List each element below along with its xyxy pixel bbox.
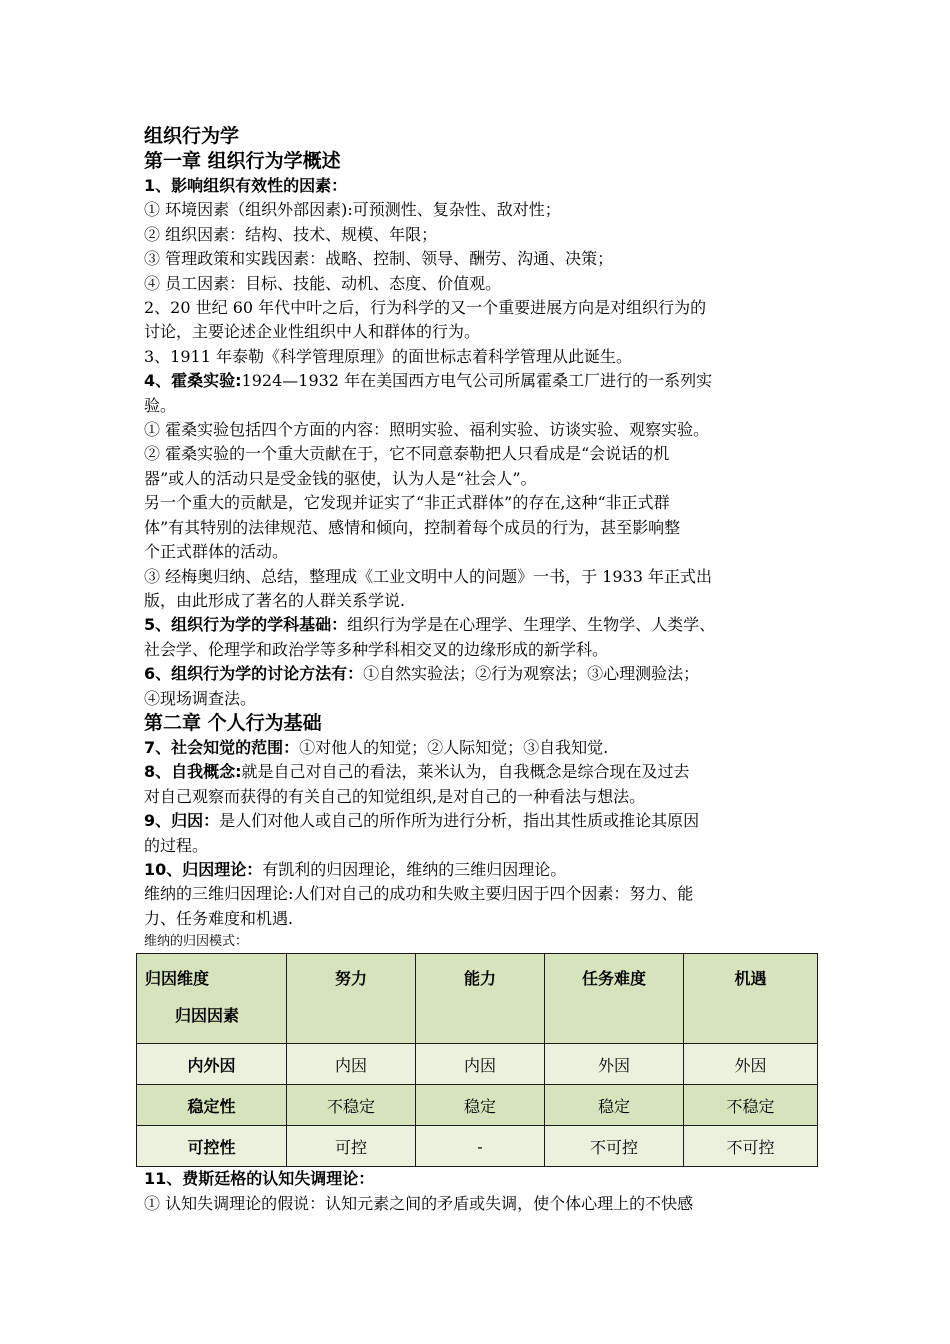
line-text: 社会学、伦理学和政治学等多种学科相交叉的边缘形成的新学科。 bbox=[144, 639, 609, 659]
line-text: ④ 员工因素：目标、技能、动机、态度、价值观。 bbox=[144, 273, 502, 293]
line-text: 器”或人的活动只是受金钱的驱使，认为人是“社会人”。 bbox=[144, 468, 537, 488]
text-line bbox=[144, 687, 818, 711]
attribution-table bbox=[136, 953, 818, 1167]
text-line bbox=[144, 247, 818, 271]
text-line bbox=[144, 442, 818, 466]
text-line bbox=[144, 467, 818, 491]
column-header: 努力 bbox=[287, 954, 416, 1044]
bold-term: 8、自我概念: bbox=[144, 762, 242, 782]
table-row bbox=[137, 1126, 818, 1167]
text-line bbox=[144, 223, 818, 247]
table-cell: 外因 bbox=[684, 1044, 818, 1085]
column-header: 机遇 bbox=[684, 954, 818, 1044]
bold-term: 10、归因理论： bbox=[144, 859, 263, 879]
bold-term: 4、霍桑实验: bbox=[144, 371, 242, 391]
text-line bbox=[144, 345, 818, 369]
text-line bbox=[144, 418, 818, 442]
line-text: ① 霍桑实验包括四个方面的内容：照明实验、福利实验、访谈实验、观察实验。 bbox=[144, 420, 710, 440]
line-text: ③ 管理政策和实践因素：战略、控制、领导、酬劳、沟通、决策； bbox=[144, 249, 614, 269]
table-cell: 内因 bbox=[416, 1044, 545, 1085]
line-text: 讨论，主要论述企业性组织中人和群体的行为。 bbox=[144, 322, 481, 342]
row-header: 稳定性 bbox=[137, 1085, 287, 1126]
line-text: 对自己观察而获得的有关自己的知觉组织,是对自己的一种看法与想法。 bbox=[144, 786, 646, 806]
text-line bbox=[144, 858, 818, 882]
line-text: 体”有其特别的法律规范、感情和倾向，控制着每个成员的行为，甚至影响整 bbox=[144, 517, 681, 537]
line-text: 的过程。 bbox=[144, 835, 209, 855]
text-line bbox=[144, 491, 818, 515]
text-line bbox=[144, 369, 818, 393]
row-header: 内外因 bbox=[137, 1044, 287, 1085]
line-text: 有凯利的归因理论，维纳的三维归因理论。 bbox=[262, 859, 567, 879]
text-line bbox=[144, 638, 818, 662]
text-line bbox=[144, 394, 818, 418]
table-row bbox=[137, 1085, 818, 1126]
table-cell: - bbox=[416, 1126, 545, 1167]
text-line bbox=[144, 198, 818, 222]
line-text: ④现场调查法。 bbox=[144, 688, 257, 708]
text-line bbox=[144, 272, 818, 296]
line-text: 另一个重大的贡献是，它发现并证实了“非正式群体”的存在,这种“非正式群 bbox=[144, 493, 670, 513]
text-line bbox=[144, 540, 818, 564]
text-line bbox=[144, 785, 818, 809]
chapter-1-heading: 第一章 组织行为学概述 bbox=[144, 150, 341, 172]
bold-term: 6、组织行为学的讨论方法有： bbox=[144, 664, 364, 684]
corner-bottom-label: 归因因素 bbox=[175, 1006, 240, 1026]
line-text: ③ 经梅奥归纳、总结，整理成《工业文明中人的问题》一书，于 1933 年正式出 bbox=[144, 566, 712, 586]
text-line bbox=[144, 613, 818, 637]
line-text: ② 组织因素：结构、技术、规模、年限； bbox=[144, 224, 438, 244]
line-text: 力、任务难度和机遇. bbox=[144, 908, 294, 928]
column-header: 任务难度 bbox=[545, 954, 684, 1044]
line-text: 是人们对他人或自己的所作所为进行分析，指出其性质或推论其原因 bbox=[219, 811, 700, 831]
table-header-row bbox=[137, 954, 818, 1044]
after-table-body bbox=[144, 1167, 818, 1216]
document-title: 组织行为学 bbox=[144, 125, 240, 147]
text-line bbox=[144, 565, 818, 589]
table-cell: 稳定 bbox=[416, 1085, 545, 1126]
table-cell: 不可控 bbox=[545, 1126, 684, 1167]
text-line bbox=[144, 662, 818, 686]
line-text: ①自然实验法；②行为观察法；③心理测验法； bbox=[363, 664, 700, 684]
bold-term: 5、组织行为学的学科基础： bbox=[144, 615, 348, 635]
chapter-1-body bbox=[144, 174, 818, 711]
bold-term: 11、费斯廷格的认知失调理论： bbox=[144, 1169, 375, 1189]
bold-term: 9、归因： bbox=[144, 811, 220, 831]
text-line bbox=[144, 760, 818, 784]
table-cell: 不稳定 bbox=[287, 1085, 416, 1126]
table-cell: 稳定 bbox=[545, 1085, 684, 1126]
table-cell: 不可控 bbox=[684, 1126, 818, 1167]
text-line bbox=[144, 320, 818, 344]
bold-term: 1、影响组织有效性的因素： bbox=[144, 176, 348, 195]
line-text: ② 霍桑实验的一个重大贡献在于，它不同意泰勒把人只看成是“会说话的机 bbox=[144, 444, 670, 464]
line-text: 维纳的三维归因理论:人们对自己的成功和失败主要归因于四个因素：努力、能 bbox=[144, 884, 694, 904]
text-line bbox=[144, 834, 818, 858]
text-line bbox=[144, 516, 818, 540]
table-cell: 不稳定 bbox=[684, 1085, 818, 1126]
line-text: ① 环境因素（组织外部因素):可预测性、复杂性、敌对性； bbox=[144, 200, 561, 220]
line-text: 组织行为学是在心理学、生理学、生物学、人类学、 bbox=[347, 615, 716, 635]
table-cell: 外因 bbox=[545, 1044, 684, 1085]
line-text: 2、20 世纪 60 年代中叶之后，行为科学的又一个重要进展方向是对组织行为的 bbox=[144, 298, 707, 318]
text-line bbox=[144, 907, 818, 931]
text-line bbox=[144, 1192, 818, 1216]
text-line bbox=[144, 1167, 818, 1191]
text-line bbox=[144, 882, 818, 906]
line-text: ①对他人的知觉；②人际知觉；③自我知觉. bbox=[299, 737, 609, 757]
corner-top-label: 归因维度 bbox=[145, 969, 210, 989]
table-cell: 可控 bbox=[287, 1126, 416, 1167]
text-line bbox=[144, 809, 818, 833]
table-corner-cell bbox=[137, 954, 287, 1044]
chapter-2-body bbox=[144, 736, 818, 931]
line-text: 个正式群体的活动。 bbox=[144, 542, 289, 562]
line-text: 1924—1932 年在美国西方电气公司所属霍桑工厂进行的一系列实 bbox=[241, 371, 713, 391]
column-header: 能力 bbox=[416, 954, 545, 1044]
chapter-2-heading: 第二章 个人行为基础 bbox=[144, 711, 322, 734]
table-row bbox=[137, 1044, 818, 1085]
text-line bbox=[144, 174, 818, 198]
table-caption: 维纳的归因模式： bbox=[144, 934, 249, 950]
document-page bbox=[144, 124, 818, 1216]
text-line bbox=[144, 589, 818, 613]
text-line bbox=[144, 736, 818, 760]
line-text: 版，由此形成了著名的人群关系学说. bbox=[144, 590, 406, 610]
text-line bbox=[144, 296, 818, 320]
line-text: ① 认知失调理论的假说：认知元素之间的矛盾或失调，使个体心理上的不快感 bbox=[144, 1193, 694, 1213]
row-header: 可控性 bbox=[137, 1126, 287, 1167]
table-cell: 内因 bbox=[287, 1044, 416, 1085]
bold-term: 7、社会知觉的范围： bbox=[144, 737, 300, 757]
line-text: 验。 bbox=[144, 395, 177, 415]
line-text: 就是自己对自己的看法，莱米认为，自我概念是综合现在及过去 bbox=[241, 762, 690, 782]
line-text: 3、1911 年泰勒《科学管理原理》的面世标志着科学管理从此诞生。 bbox=[144, 346, 632, 366]
